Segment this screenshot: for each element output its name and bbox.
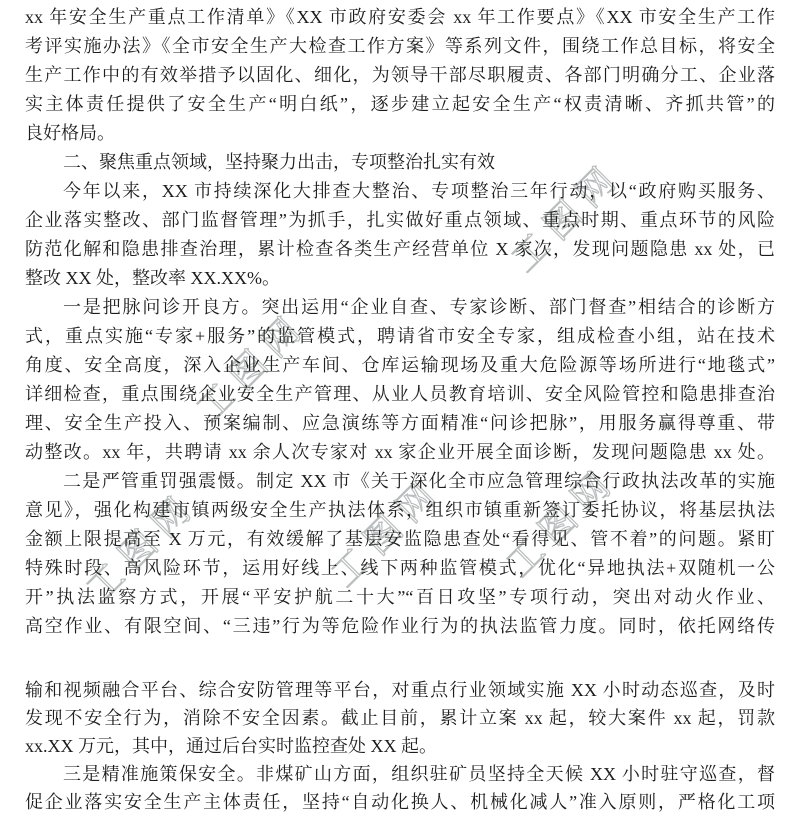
watermark-text: 工图网 (323, 468, 450, 595)
text-line: 式，重点实施“专家+服务”的监管模式，聘请省市安全专家，组成检查小组，站在技术 (25, 326, 775, 346)
text-line: 角度、安全高度，深入企业生产车间、仓库运输现场及重大危险源等场所进行“地毯式” (25, 355, 775, 375)
text-line: 二是严管重罚强震慑。制定 XX 市《关于深化全市应急管理综合行政执法改革的实施 (63, 471, 775, 491)
text-line: 高空作业、有限空间、“三违”行为等危险作业行为的执法监管力度。同时，依托网络传 (25, 616, 775, 636)
text-line: 良好格局。 (25, 123, 115, 143)
text-line: 三是精准施策保安全。非煤矿山方面，组织驻矿员坚持全天候 XX 小时驻守巡查，督 (63, 764, 775, 784)
page-text-block-1 (25, 3, 775, 641)
text-line: 理、安全生产投入、预案编制、应急演练等方面精准“问诊把脉”，用服务赢得尊重、带 (25, 413, 775, 433)
text-line: 特殊时段、高风险环节，运用好线上、线下两种监管模式，优化“异地执法+双随机一公 (25, 558, 775, 578)
text-line: xx 年安全生产重点工作清单》《XX 市政府安委会 xx 年工作要点》《XX 市安全生产工作 (25, 7, 775, 27)
page-text-block-2 (25, 676, 775, 816)
text-line: 意见》，强化构建市镇两级安全生产执法体系，组织市镇重新签订委托协议，将基层执法 (25, 500, 775, 520)
text-line: 考评实施办法》《全市安全生产大检查工作方案》等系列文件，围绕工作总目标，将安全 (25, 36, 775, 56)
text-line: 今年以来，XX 市持续深化大排查大整治、专项整治三年行动，以“政府购买服务、 (63, 181, 775, 201)
text-line: 促企业落实安全生产主体责任，坚持“自动化换人、机械化减人”准入原则，严格化工项 (25, 792, 775, 812)
text-line: 防范化解和隐患排查治理，累计检查各类生产经营单位 X 家次，发现问题隐患 xx 处，已 (25, 239, 775, 259)
text-line: 一是把脉问诊开良方。突出运用“企业自查、专家诊断、部门督查”相结合的诊断方 (63, 297, 775, 317)
text-line: 输和视频融合平台、综合安防管理等平台，对重点行业领域实施 XX 小时动态巡查，及时 (25, 680, 775, 700)
text-line: 发现不安全行为，消除不安全因素。截止目前，累计立案 xx 起，较大案件 xx 起，罚款 (25, 708, 775, 728)
text-line: 实主体责任提供了安全生产“明白纸”，逐步建立起安全生产“权责清晰、齐抓共管”的 (25, 94, 775, 114)
text-line: 开”执法监察方式，开展“平安护航二十大”“百日攻坚”专项行动，突出对动火作业、 (25, 587, 775, 607)
watermark-text: 工图网 (503, 153, 630, 280)
text-line: 整改 XX 处，整改率 XX.XX%。 (25, 268, 280, 288)
text-line: 企业落实整改、部门监督管理”为抓手，扎实做好重点领域、重点时期、重点环节的风险 (25, 210, 775, 230)
text-line: 详细检查，重点围绕企业安全生产管理、从业人员教育培训、安全风险管控和隐患排查治 (25, 384, 775, 404)
watermark-text: 工图网 (188, 303, 315, 430)
watermark-text: 工图网 (498, 458, 625, 585)
text-line: 动整改。xx 年，共聘请 xx 余人次专家对 xx 家企业开展全面诊断，发现问题隐患 xx 处。 (25, 442, 775, 462)
text-line: xx.XX 万元，其中，通过后台实时监控查处 XX 起。 (25, 736, 437, 756)
watermark-text: 工图网 (78, 483, 205, 610)
text-line: 生产工作中的有效举措予以固化、细化，为领导干部尽职履责、各部门明确分工、企业落 (25, 65, 775, 85)
text-line: 二、聚焦重点领域，坚持聚力出击，专项整治扎实有效 (63, 152, 495, 172)
text-line: 金额上限提高至 X 万元，有效缓解了基层安监隐患查处“看得见、管不着”的问题。紧盯 (25, 529, 775, 549)
